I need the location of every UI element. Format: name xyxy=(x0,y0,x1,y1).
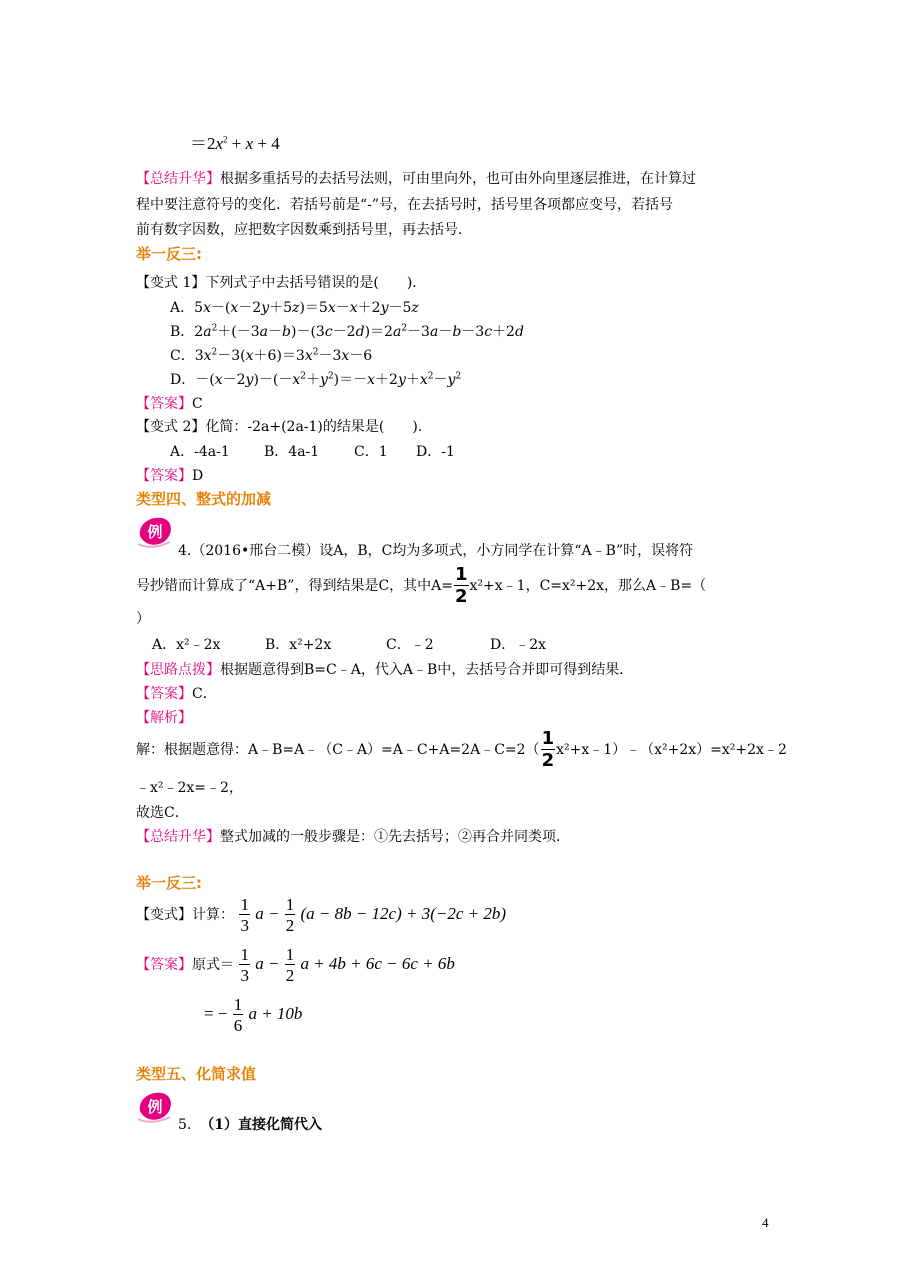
section-heading-4: 类型四、整式的加减 xyxy=(136,490,272,508)
summary-line-3: 前有数字因数，应把数字因数乘到括号里，再去括号． xyxy=(136,222,472,238)
section-heading-5: 类型五、化简求值 xyxy=(136,1065,257,1083)
example4-solution-line-2: ﹣x²﹣2x=﹣2， xyxy=(136,780,243,796)
example-badge-icon xyxy=(136,514,174,550)
drill-heading-1: 举一反三: xyxy=(136,245,202,263)
example4-option-b: B．x²+2x xyxy=(265,637,332,653)
variant3-answer-line-2: = − $\frac{1}{6}$ a + 10b xyxy=(204,995,303,1035)
variant1-answer: 【答案】C xyxy=(136,396,203,412)
example4-hint: 【思路点拨】根据题意得到B=C﹣A，代入A﹣B中，去括号合并即可得到结果． xyxy=(136,662,634,678)
example4-line-2: 号抄错而计算成了“A+B”，得到结果是C，其中A= $\frac{1}{2}$ x²+x﹣1，C=x²+2x，那么A﹣B=（ xyxy=(136,564,707,607)
variant2-option-b: B．4a-1 xyxy=(264,444,320,460)
variant3-question: 【变式】计算： $\frac{1}{3}$ a − $\frac{1}{2}$ (a − 8b − 12c) + 3(−2c + 2b) xyxy=(136,895,507,935)
summary-line-1: 根据多重括号的去括号法则，可由里向外，也可由外向里逐层推进，在计算过 xyxy=(220,171,696,187)
variant1-question: 【变式 1】下列式子中去括号错误的是( )． xyxy=(136,275,427,291)
variant2-tag: 【变式 2】 xyxy=(136,419,206,435)
variant2-answer: 【答案】D xyxy=(136,468,204,484)
variant1-option-d: D．$-(x-2y)-(-x^2+y^2)=-x+2y+x^2-y^2$ xyxy=(170,371,462,388)
example4-answer: 【答案】C． xyxy=(136,686,217,702)
variant1-option-c: C．$3x^2-3(x+6)=3x^2-3x-6$ xyxy=(170,347,373,364)
example5-heading: 5. （1）直接化简代入 xyxy=(178,1117,323,1133)
page-number: 4 xyxy=(762,1215,769,1230)
example-badge-label-2: 例 xyxy=(147,1098,163,1116)
variant3-answer-line-1: 【答案】原式＝ $\frac{1}{3}$ a − $\frac{1}{2}$ a + 4b + 6c − 6c + 6b xyxy=(136,945,455,985)
summary-paragraph xyxy=(136,168,696,188)
example4-option-d: D．﹣2x xyxy=(490,637,547,653)
summary-line-2: 程中要注意符号的变化．若括号前是“-”号，在去括号时，括号里各项都应变号，若括号 xyxy=(136,197,674,213)
example4-option-c: C．﹣2 xyxy=(386,637,434,653)
example4-solution-line-1: 解：根据题意得：A﹣B=A﹣（C﹣A）=A﹣C+A=2A﹣C=2（ $\frac{1}{2}$ x²+x﹣1）﹣（x²+2x）=x²+2x﹣2 xyxy=(136,728,787,771)
half-fraction-2: $\frac{1}{2}$ xyxy=(541,728,555,771)
top-equation: $=2x^2 + x + 4$ xyxy=(190,134,280,153)
variant1-option-a: A．5x－(x－2y＋5z)＝5x－x＋2y－5z xyxy=(170,300,419,316)
example4-analysis-tag: 【解析】 xyxy=(136,710,192,726)
variant2-question: 【变式 2】化简：-2a+(2a-1)的结果是( )． xyxy=(136,419,432,435)
variant3-expression: $\frac{1}{3}$ a − $\frac{1}{2}$ (a − 8b − 12c) + 3(−2c + 2b) xyxy=(240,895,507,935)
example4-summary: 【总结升华】整式加减的一般步骤是：①先去括号；②再合并同类项． xyxy=(136,829,570,845)
variant1-tag: 【变式 1】 xyxy=(136,275,206,291)
variant2-option-c: C．1 xyxy=(354,444,388,460)
variant2-option-a: A．-4a-1 xyxy=(170,444,230,460)
example4-line-3: ） xyxy=(136,611,150,627)
variant2-option-d: D．-1 xyxy=(416,444,455,460)
example-badge-label: 例 xyxy=(147,523,163,541)
half-fraction: $\frac{1}{2}$ xyxy=(455,564,468,607)
example4-option-a: A．x²﹣2x xyxy=(152,637,221,653)
drill-heading-2: 举一反三: xyxy=(136,874,202,892)
example4-solution-line-3: 故选C． xyxy=(136,805,189,821)
example-badge-icon-2 xyxy=(136,1089,174,1125)
example4-line-1: 4.（2016•邢台二模）设A，B，C均为多项式，小方同学在计算“A﹣B”时，误将符 xyxy=(178,543,694,559)
variant1-option-b: B．$2a^2+(-3a-b)-(3c-2d)=2a^2-3a-b-3c+2d$ xyxy=(170,323,524,340)
summary-tag: 【总结升华】 xyxy=(136,171,220,187)
